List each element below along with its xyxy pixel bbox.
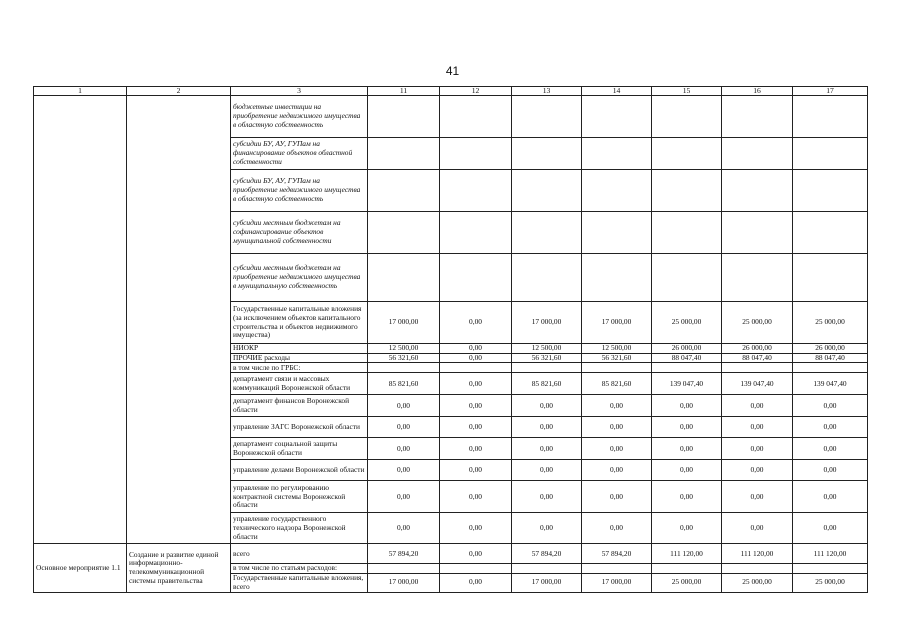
row-label: департамент финансов Воронежской области	[231, 395, 368, 417]
value-cell: 0,00	[652, 460, 722, 481]
value-cell	[652, 254, 722, 302]
value-cell: 0,00	[440, 395, 512, 417]
value-cell: 111 120,00	[722, 544, 793, 564]
value-cell: 0,00	[440, 302, 512, 344]
value-cell	[512, 96, 582, 138]
value-cell: 17 000,00	[512, 302, 582, 344]
value-cell	[440, 254, 512, 302]
value-cell: 25 000,00	[793, 574, 868, 592]
value-cell	[652, 363, 722, 373]
value-cell: 0,00	[722, 395, 793, 417]
header-cell: 14	[582, 87, 652, 96]
row-label: субсидии местным бюджетам на приобретение недвижимого имущества в муниципальную собственность	[231, 254, 368, 302]
value-cell: 17 000,00	[512, 574, 582, 592]
value-cell: 88 047,40	[652, 353, 722, 363]
value-cell	[512, 212, 582, 254]
value-cell: 0,00	[368, 395, 440, 417]
value-cell: 0,00	[512, 460, 582, 481]
row-label: департамент социальной защиты Воронежской области	[231, 438, 368, 460]
value-cell: 0,00	[652, 417, 722, 438]
section-description: Создание и развитие единой информационно-телекоммуникационной системы правительства	[127, 544, 231, 592]
value-cell: 0,00	[440, 481, 512, 513]
value-cell	[582, 212, 652, 254]
value-cell: 17 000,00	[368, 574, 440, 592]
value-cell	[582, 564, 652, 574]
value-cell: 0,00	[652, 513, 722, 544]
value-cell	[440, 363, 512, 373]
value-cell	[793, 363, 868, 373]
row-label: субсидии местным бюджетам на софинансирование объектов муниципальной собственности	[231, 212, 368, 254]
value-cell: 0,00	[582, 438, 652, 460]
value-cell: 17 000,00	[582, 574, 652, 592]
header-cell: 12	[440, 87, 512, 96]
row-label: управление государственного технического надзора Воронежской области	[231, 513, 368, 544]
value-cell	[722, 138, 793, 170]
value-cell: 26 000,00	[652, 344, 722, 354]
value-cell	[793, 170, 868, 212]
value-cell	[440, 96, 512, 138]
value-cell: 139 047,40	[722, 373, 793, 395]
value-cell: 12 500,00	[512, 344, 582, 354]
value-cell: 0,00	[722, 513, 793, 544]
value-cell	[440, 170, 512, 212]
header-cell: 17	[793, 87, 868, 96]
row-label: в том числе по ГРБС:	[231, 363, 368, 373]
row-label: Государственные капитальные вложения (за исключением объектов капитального строительства и объектов недвижимого имущества)	[231, 302, 368, 344]
section-title: Основное мероприятие 1.1	[34, 544, 127, 592]
value-cell: 85 821,60	[512, 373, 582, 395]
row-label: в том числе по статьям расходов:	[231, 564, 368, 574]
row-label: субсидии БУ, АУ, ГУПам на финансирование объектов областной собственности	[231, 138, 368, 170]
value-cell	[793, 564, 868, 574]
value-cell: 12 500,00	[582, 344, 652, 354]
value-cell: 0,00	[722, 438, 793, 460]
value-cell: 0,00	[793, 438, 868, 460]
value-cell	[582, 254, 652, 302]
value-cell	[582, 363, 652, 373]
value-cell	[722, 212, 793, 254]
value-cell: 0,00	[368, 460, 440, 481]
value-cell: 0,00	[793, 417, 868, 438]
value-cell: 57 894,20	[582, 544, 652, 564]
value-cell	[440, 564, 512, 574]
value-cell	[512, 363, 582, 373]
value-cell: 0,00	[440, 417, 512, 438]
value-cell: 0,00	[440, 513, 512, 544]
value-cell	[368, 170, 440, 212]
value-cell	[793, 96, 868, 138]
row-label: всего	[231, 544, 368, 564]
value-cell	[512, 564, 582, 574]
value-cell: 25 000,00	[722, 302, 793, 344]
row-label: департамент связи и массовых коммуникаций Воронежской области	[231, 373, 368, 395]
row-label: бюджетные инвестиции на приобретение недвижимого имущества в областную собственность	[231, 96, 368, 138]
table-row	[34, 96, 868, 138]
value-cell: 25 000,00	[652, 302, 722, 344]
value-cell	[793, 254, 868, 302]
value-cell: 111 120,00	[793, 544, 868, 564]
value-cell: 0,00	[793, 481, 868, 513]
row-label: НИОКР	[231, 344, 368, 354]
value-cell: 26 000,00	[722, 344, 793, 354]
value-cell	[368, 564, 440, 574]
value-cell: 0,00	[722, 481, 793, 513]
value-cell: 0,00	[582, 481, 652, 513]
value-cell: 17 000,00	[368, 302, 440, 344]
value-cell	[582, 96, 652, 138]
header-cell: 1	[34, 87, 127, 96]
header-cell: 15	[652, 87, 722, 96]
value-cell	[512, 170, 582, 212]
value-cell: 0,00	[722, 417, 793, 438]
value-cell	[440, 212, 512, 254]
value-cell	[512, 138, 582, 170]
value-cell	[368, 138, 440, 170]
value-cell: 56 321,60	[368, 353, 440, 363]
value-cell: 0,00	[582, 417, 652, 438]
value-cell: 0,00	[368, 438, 440, 460]
value-cell: 0,00	[652, 395, 722, 417]
value-cell	[793, 138, 868, 170]
row-label: ПРОЧИЕ расходы	[231, 353, 368, 363]
value-cell: 0,00	[652, 481, 722, 513]
value-cell: 0,00	[582, 460, 652, 481]
page-number: 41	[445, 64, 460, 78]
header-row	[34, 87, 868, 96]
row-label: Государственные капитальные вложения, всего	[231, 574, 368, 592]
value-cell: 0,00	[793, 513, 868, 544]
value-cell	[652, 96, 722, 138]
value-cell	[722, 254, 793, 302]
value-cell: 25 000,00	[652, 574, 722, 592]
value-cell: 25 000,00	[793, 302, 868, 344]
value-cell	[368, 363, 440, 373]
header-cell: 16	[722, 87, 793, 96]
value-cell	[582, 170, 652, 212]
value-cell: 88 047,40	[793, 353, 868, 363]
value-cell: 0,00	[793, 460, 868, 481]
value-cell: 57 894,20	[368, 544, 440, 564]
value-cell: 139 047,40	[793, 373, 868, 395]
value-cell: 12 500,00	[368, 344, 440, 354]
value-cell: 0,00	[440, 460, 512, 481]
row-label: управление по регулированию контрактной системы Воронежской области	[231, 481, 368, 513]
value-cell: 0,00	[722, 460, 793, 481]
value-cell	[440, 138, 512, 170]
value-cell: 56 321,60	[582, 353, 652, 363]
value-cell	[722, 564, 793, 574]
budget-table	[33, 86, 868, 593]
value-cell: 0,00	[652, 438, 722, 460]
header-cell: 13	[512, 87, 582, 96]
value-cell: 0,00	[440, 574, 512, 592]
value-cell	[652, 138, 722, 170]
value-cell: 57 894,20	[512, 544, 582, 564]
header-cell: 2	[127, 87, 231, 96]
value-cell: 0,00	[440, 438, 512, 460]
value-cell	[722, 363, 793, 373]
row-label: субсидии БУ, АУ, ГУПам на приобретение недвижимого имущества в областную собственность	[231, 170, 368, 212]
value-cell: 0,00	[582, 513, 652, 544]
value-cell: 0,00	[440, 353, 512, 363]
value-cell: 26 000,00	[793, 344, 868, 354]
value-cell: 0,00	[793, 395, 868, 417]
value-cell: 0,00	[368, 417, 440, 438]
value-cell: 17 000,00	[582, 302, 652, 344]
value-cell	[652, 170, 722, 212]
column-2-cell	[127, 96, 231, 544]
value-cell	[652, 564, 722, 574]
value-cell: 0,00	[512, 417, 582, 438]
value-cell: 0,00	[512, 481, 582, 513]
value-cell	[512, 254, 582, 302]
value-cell: 85 821,60	[582, 373, 652, 395]
row-label: управление ЗАГС Воронежской области	[231, 417, 368, 438]
value-cell	[652, 212, 722, 254]
value-cell	[368, 96, 440, 138]
header-cell: 3	[231, 87, 368, 96]
value-cell	[582, 138, 652, 170]
header-cell: 11	[368, 87, 440, 96]
value-cell	[368, 212, 440, 254]
value-cell: 0,00	[440, 344, 512, 354]
value-cell: 0,00	[512, 513, 582, 544]
value-cell: 25 000,00	[722, 574, 793, 592]
value-cell: 139 047,40	[652, 373, 722, 395]
column-1-cell	[34, 96, 127, 544]
value-cell: 88 047,40	[722, 353, 793, 363]
value-cell	[722, 96, 793, 138]
value-cell: 0,00	[512, 395, 582, 417]
value-cell: 0,00	[440, 373, 512, 395]
value-cell: 0,00	[368, 481, 440, 513]
value-cell: 85 821,60	[368, 373, 440, 395]
value-cell: 0,00	[368, 513, 440, 544]
value-cell: 0,00	[582, 395, 652, 417]
value-cell	[722, 170, 793, 212]
table-body	[34, 87, 868, 593]
value-cell: 0,00	[512, 438, 582, 460]
value-cell	[368, 254, 440, 302]
value-cell: 56 321,60	[512, 353, 582, 363]
value-cell: 111 120,00	[652, 544, 722, 564]
section-row	[34, 544, 868, 564]
value-cell	[793, 212, 868, 254]
value-cell: 0,00	[440, 544, 512, 564]
row-label: управление делами Воронежской области	[231, 460, 368, 481]
